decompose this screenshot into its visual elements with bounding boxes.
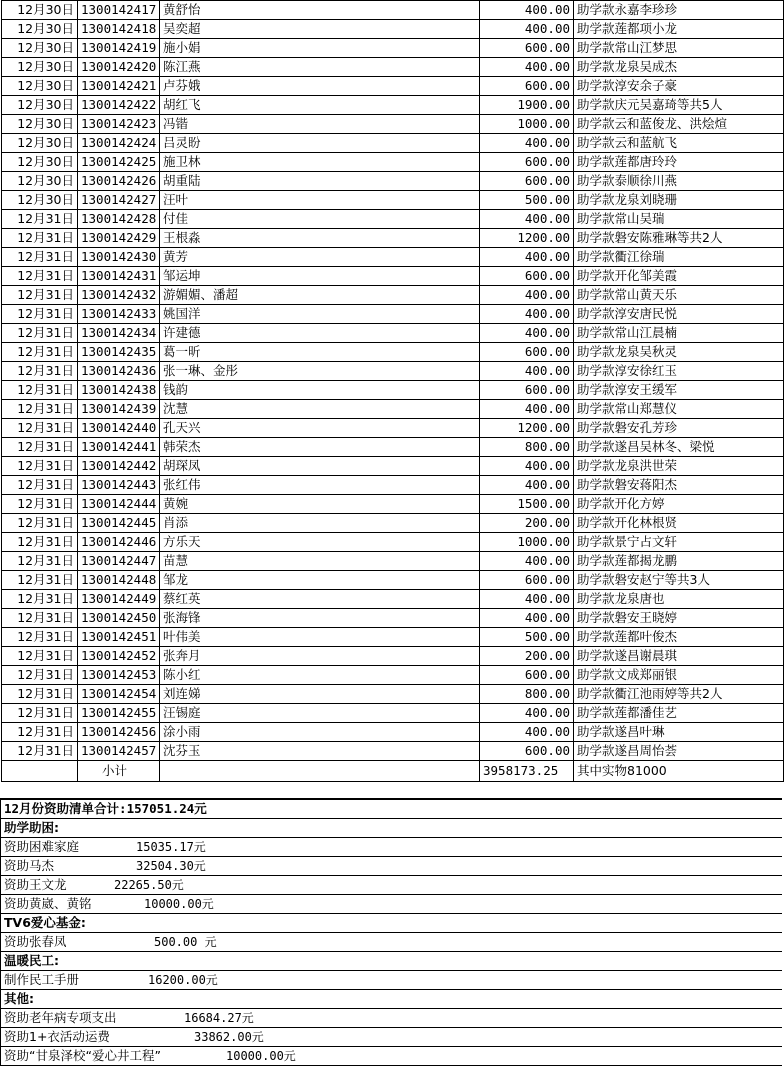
donor-name-cell: 张奔月 [160, 647, 480, 666]
receipt-number-cell: 1300142451 [78, 628, 160, 647]
section-heading: 其他: [0, 990, 782, 1009]
summary-item-label: 资助“甘泉泽校“爱心井工程” [4, 1048, 161, 1063]
receipt-number-cell: 1300142452 [78, 647, 160, 666]
note-cell: 助学款常山黄天乐 [574, 286, 784, 305]
summary-item-label: 资助张春凤 [4, 934, 67, 949]
table-row [2, 286, 784, 305]
amount-cell: 600.00 [480, 153, 574, 172]
receipt-number-cell: 1300142453 [78, 666, 160, 685]
receipt-number-cell: 1300142434 [78, 324, 160, 343]
date-cell: 12月31日 [2, 476, 78, 495]
note-cell: 助学款磐安王晓婷 [574, 609, 784, 628]
amount-cell: 800.00 [480, 438, 574, 457]
summary-item [0, 1028, 782, 1047]
note-cell: 助学款衢江徐瑞 [574, 248, 784, 267]
amount-cell: 600.00 [480, 571, 574, 590]
note-cell: 助学款开化邹美霞 [574, 267, 784, 286]
table-row [2, 419, 784, 438]
date-cell: 12月31日 [2, 647, 78, 666]
table-row [2, 723, 784, 742]
table-row [2, 229, 784, 248]
donor-name-cell: 邹龙 [160, 571, 480, 590]
date-cell: 12月31日 [2, 590, 78, 609]
receipt-number-cell: 1300142448 [78, 571, 160, 590]
donor-name-cell: 游媚媚、潘超 [160, 286, 480, 305]
date-cell: 12月31日 [2, 267, 78, 286]
receipt-number-cell: 1300142430 [78, 248, 160, 267]
date-cell: 12月31日 [2, 704, 78, 723]
note-cell: 助学款磐安陈雅琳等共2人 [574, 229, 784, 248]
summary-item [0, 857, 782, 876]
note-cell: 助学款龙泉刘晓珊 [574, 191, 784, 210]
donor-name-cell: 张红伟 [160, 476, 480, 495]
note-cell: 助学款莲都揭龙鹏 [574, 552, 784, 571]
summary-item [0, 1009, 782, 1028]
amount-cell: 600.00 [480, 381, 574, 400]
table-row [2, 1, 784, 20]
note-cell: 助学款遂昌周怡荟 [574, 742, 784, 761]
table-row [2, 514, 784, 533]
donor-name-cell: 张一琳、金彤 [160, 362, 480, 381]
table-row [2, 134, 784, 153]
receipt-number-cell: 1300142417 [78, 1, 160, 20]
note-cell: 助学款淳安余子豪 [574, 77, 784, 96]
note-cell: 助学款云和蓝航飞 [574, 134, 784, 153]
date-cell: 12月31日 [2, 400, 78, 419]
note-cell: 助学款文成郑丽银 [574, 666, 784, 685]
note-cell: 助学款磐安蒋阳杰 [574, 476, 784, 495]
amount-cell: 400.00 [480, 400, 574, 419]
date-cell: 12月31日 [2, 552, 78, 571]
summary-item-label: 制作民工手册 [4, 972, 80, 987]
date-cell: 12月30日 [2, 20, 78, 39]
summary-item [0, 1047, 782, 1066]
amount-cell: 400.00 [480, 210, 574, 229]
date-cell: 12月31日 [2, 343, 78, 362]
donor-name-cell: 叶伟美 [160, 628, 480, 647]
summary-item-label: 资助黄崴、黄铭 [4, 896, 92, 911]
donor-name-cell: 汪锡庭 [160, 704, 480, 723]
amount-cell: 200.00 [480, 647, 574, 666]
section-heading: 助学助困: [0, 819, 782, 838]
amount-cell: 400.00 [480, 609, 574, 628]
note-cell: 助学款龙泉吴成杰 [574, 58, 784, 77]
date-cell: 12月30日 [2, 1, 78, 20]
receipt-number-cell: 1300142422 [78, 96, 160, 115]
table-row [2, 172, 784, 191]
table-row [2, 590, 784, 609]
subtotal-note: 其中实物81000 [574, 761, 784, 782]
subtotal-amount: 3958173.25 [480, 761, 574, 782]
donor-name-cell: 冯锴 [160, 115, 480, 134]
receipt-number-cell: 1300142418 [78, 20, 160, 39]
amount-cell: 600.00 [480, 267, 574, 286]
date-cell: 12月31日 [2, 628, 78, 647]
note-cell: 助学款莲都唐玲玲 [574, 153, 784, 172]
date-cell: 12月30日 [2, 115, 78, 134]
note-cell: 助学款莲都潘佳艺 [574, 704, 784, 723]
note-cell: 助学款常山江梦思 [574, 39, 784, 58]
summary-item-value: 10000.00元 [226, 1049, 296, 1063]
amount-cell: 600.00 [480, 666, 574, 685]
date-cell: 12月31日 [2, 210, 78, 229]
amount-cell: 400.00 [480, 58, 574, 77]
amount-cell: 800.00 [480, 685, 574, 704]
summary-item [0, 933, 782, 952]
summary-sections [0, 819, 782, 1066]
table-row [2, 552, 784, 571]
table-row [2, 533, 784, 552]
note-cell: 助学款淳安徐红玉 [574, 362, 784, 381]
date-cell: 12月30日 [2, 172, 78, 191]
donor-name-cell: 姚国洋 [160, 305, 480, 324]
note-cell: 助学款莲都项小龙 [574, 20, 784, 39]
donor-name-cell: 胡琛凤 [160, 457, 480, 476]
amount-cell: 400.00 [480, 552, 574, 571]
receipt-number-cell: 1300142444 [78, 495, 160, 514]
donor-name-cell: 吕灵盼 [160, 134, 480, 153]
donor-name-cell: 施卫林 [160, 153, 480, 172]
date-cell: 12月31日 [2, 457, 78, 476]
receipt-number-cell: 1300142446 [78, 533, 160, 552]
date-cell: 12月31日 [2, 685, 78, 704]
donation-ledger-table [1, 0, 784, 782]
monthly-summary [0, 798, 782, 1066]
note-cell: 助学款莲都叶俊杰 [574, 628, 784, 647]
subtotal-empty-cell [2, 761, 78, 782]
date-cell: 12月30日 [2, 58, 78, 77]
donor-name-cell: 韩荣杰 [160, 438, 480, 457]
table-row [2, 495, 784, 514]
note-cell: 助学款遂昌吴林冬、梁悦 [574, 438, 784, 457]
donor-name-cell: 葛一昕 [160, 343, 480, 362]
amount-cell: 600.00 [480, 77, 574, 96]
table-row [2, 58, 784, 77]
summary-title: 12月份资助清单合计:157051.24元 [0, 800, 782, 819]
date-cell: 12月30日 [2, 39, 78, 58]
donor-name-cell: 方乐天 [160, 533, 480, 552]
table-row [2, 324, 784, 343]
donor-name-cell: 邹运坤 [160, 267, 480, 286]
receipt-number-cell: 1300142445 [78, 514, 160, 533]
table-row [2, 77, 784, 96]
amount-cell: 600.00 [480, 172, 574, 191]
amount-cell: 1900.00 [480, 96, 574, 115]
donor-name-cell: 孔天兴 [160, 419, 480, 438]
receipt-number-cell: 1300142435 [78, 343, 160, 362]
receipt-number-cell: 1300142424 [78, 134, 160, 153]
amount-cell: 400.00 [480, 362, 574, 381]
receipt-number-cell: 1300142432 [78, 286, 160, 305]
amount-cell: 400.00 [480, 324, 574, 343]
summary-item [0, 876, 782, 895]
note-cell: 助学款景宁占文轩 [574, 533, 784, 552]
amount-cell: 400.00 [480, 248, 574, 267]
summary-item-label: 资助老年病专项支出 [4, 1010, 117, 1025]
date-cell: 12月31日 [2, 286, 78, 305]
date-cell: 12月30日 [2, 191, 78, 210]
amount-cell: 1000.00 [480, 533, 574, 552]
note-cell: 助学款常山吴瑞 [574, 210, 784, 229]
table-row [2, 685, 784, 704]
receipt-number-cell: 1300142423 [78, 115, 160, 134]
date-cell: 12月30日 [2, 153, 78, 172]
receipt-number-cell: 1300142450 [78, 609, 160, 628]
note-cell: 助学款磐安孔芳珍 [574, 419, 784, 438]
donor-name-cell: 沈慧 [160, 400, 480, 419]
table-row [2, 362, 784, 381]
table-row [2, 628, 784, 647]
date-cell: 12月31日 [2, 438, 78, 457]
date-cell: 12月31日 [2, 324, 78, 343]
table-row [2, 210, 784, 229]
note-cell: 助学款庆元吴嘉琦等共5人 [574, 96, 784, 115]
donor-name-cell: 黄婉 [160, 495, 480, 514]
note-cell: 助学款龙泉吴秋灵 [574, 343, 784, 362]
date-cell: 12月31日 [2, 362, 78, 381]
donor-name-cell: 胡红飞 [160, 96, 480, 115]
receipt-number-cell: 1300142443 [78, 476, 160, 495]
table-row [2, 96, 784, 115]
donor-name-cell: 王根淼 [160, 229, 480, 248]
amount-cell: 600.00 [480, 39, 574, 58]
date-cell: 12月31日 [2, 533, 78, 552]
table-row [2, 609, 784, 628]
receipt-number-cell: 1300142439 [78, 400, 160, 419]
date-cell: 12月30日 [2, 134, 78, 153]
section-heading: 温暖民工: [0, 952, 782, 971]
table-row [2, 248, 784, 267]
receipt-number-cell: 1300142419 [78, 39, 160, 58]
summary-item-value: 15035.17元 [136, 840, 206, 854]
table-row [2, 343, 784, 362]
receipt-number-cell: 1300142438 [78, 381, 160, 400]
amount-cell: 600.00 [480, 343, 574, 362]
receipt-number-cell: 1300142420 [78, 58, 160, 77]
table-row [2, 476, 784, 495]
receipt-number-cell: 1300142431 [78, 267, 160, 286]
summary-item-label: 资助王文龙 [4, 877, 67, 892]
summary-item-value: 32504.30元 [136, 859, 206, 873]
amount-cell: 500.00 [480, 191, 574, 210]
amount-cell: 400.00 [480, 704, 574, 723]
date-cell: 12月31日 [2, 723, 78, 742]
table-row [2, 571, 784, 590]
subtotal-row [2, 761, 784, 782]
amount-cell: 1200.00 [480, 419, 574, 438]
receipt-number-cell: 1300142440 [78, 419, 160, 438]
note-cell: 助学款淳安唐民悦 [574, 305, 784, 324]
amount-cell: 400.00 [480, 457, 574, 476]
summary-item-value: 500.00 元 [154, 935, 217, 949]
donor-name-cell: 吴奕超 [160, 20, 480, 39]
donor-name-cell: 陈小红 [160, 666, 480, 685]
date-cell: 12月31日 [2, 248, 78, 267]
amount-cell: 1500.00 [480, 495, 574, 514]
summary-item [0, 838, 782, 857]
note-cell: 助学款遂昌谢晨琪 [574, 647, 784, 666]
receipt-number-cell: 1300142426 [78, 172, 160, 191]
donor-name-cell: 付佳 [160, 210, 480, 229]
table-row [2, 457, 784, 476]
amount-cell: 400.00 [480, 476, 574, 495]
summary-item-label: 资助困难家庭 [4, 839, 80, 854]
receipt-number-cell: 1300142436 [78, 362, 160, 381]
table-row [2, 20, 784, 39]
receipt-number-cell: 1300142447 [78, 552, 160, 571]
section-heading: TV6爱心基金: [0, 914, 782, 933]
summary-item-value: 16684.27元 [184, 1011, 254, 1025]
donor-name-cell: 张海锋 [160, 609, 480, 628]
donor-name-cell: 卢芬娥 [160, 77, 480, 96]
donor-name-cell: 陈江燕 [160, 58, 480, 77]
donor-name-cell: 胡重陆 [160, 172, 480, 191]
table-row [2, 438, 784, 457]
note-cell: 助学款常山郑慧仪 [574, 400, 784, 419]
table-row [2, 742, 784, 761]
note-cell: 助学款磐安赵宁等共3人 [574, 571, 784, 590]
table-row [2, 647, 784, 666]
ledger-body [2, 1, 784, 761]
donor-name-cell: 肖添 [160, 514, 480, 533]
receipt-number-cell: 1300142421 [78, 77, 160, 96]
note-cell: 助学款遂昌叶琳 [574, 723, 784, 742]
date-cell: 12月31日 [2, 571, 78, 590]
donor-name-cell: 许建德 [160, 324, 480, 343]
amount-cell: 600.00 [480, 742, 574, 761]
amount-cell: 1000.00 [480, 115, 574, 134]
subtotal-label: 小计 [78, 761, 160, 782]
amount-cell: 400.00 [480, 590, 574, 609]
table-row [2, 191, 784, 210]
donor-name-cell: 涂小雨 [160, 723, 480, 742]
date-cell: 12月31日 [2, 666, 78, 685]
receipt-number-cell: 1300142457 [78, 742, 160, 761]
donor-name-cell: 黄芳 [160, 248, 480, 267]
date-cell: 12月30日 [2, 77, 78, 96]
note-cell: 助学款龙泉唐也 [574, 590, 784, 609]
date-cell: 12月31日 [2, 305, 78, 324]
note-cell: 助学款云和蓝俊龙、洪烩煊 [574, 115, 784, 134]
date-cell: 12月31日 [2, 229, 78, 248]
table-row [2, 305, 784, 324]
amount-cell: 400.00 [480, 286, 574, 305]
receipt-number-cell: 1300142427 [78, 191, 160, 210]
receipt-number-cell: 1300142449 [78, 590, 160, 609]
table-row [2, 115, 784, 134]
summary-item-label: 资助马杰 [4, 858, 55, 873]
note-cell: 助学款常山江晨楠 [574, 324, 784, 343]
amount-cell: 1200.00 [480, 229, 574, 248]
donor-name-cell: 苗慧 [160, 552, 480, 571]
summary-item-value: 10000.00元 [144, 897, 214, 911]
donor-name-cell: 钱韵 [160, 381, 480, 400]
receipt-number-cell: 1300142442 [78, 457, 160, 476]
note-cell: 助学款淳安王缓军 [574, 381, 784, 400]
table-row [2, 666, 784, 685]
date-cell: 12月31日 [2, 381, 78, 400]
receipt-number-cell: 1300142428 [78, 210, 160, 229]
summary-item-value: 22265.50元 [114, 878, 184, 892]
donor-name-cell: 黄舒怡 [160, 1, 480, 20]
date-cell: 12月31日 [2, 495, 78, 514]
note-cell: 助学款泰顺徐川燕 [574, 172, 784, 191]
summary-item-value: 33862.00元 [194, 1030, 264, 1044]
receipt-number-cell: 1300142441 [78, 438, 160, 457]
receipt-number-cell: 1300142425 [78, 153, 160, 172]
table-row [2, 704, 784, 723]
note-cell: 助学款龙泉洪世荣 [574, 457, 784, 476]
donor-name-cell: 汪叶 [160, 191, 480, 210]
table-row [2, 39, 784, 58]
receipt-number-cell: 1300142455 [78, 704, 160, 723]
note-cell: 助学款开化林根贤 [574, 514, 784, 533]
table-row [2, 381, 784, 400]
receipt-number-cell: 1300142433 [78, 305, 160, 324]
donor-name-cell: 蔡红英 [160, 590, 480, 609]
note-cell: 助学款永嘉李珍珍 [574, 1, 784, 20]
amount-cell: 200.00 [480, 514, 574, 533]
table-row [2, 267, 784, 286]
receipt-number-cell: 1300142456 [78, 723, 160, 742]
date-cell: 12月31日 [2, 609, 78, 628]
note-cell: 助学款开化方婷 [574, 495, 784, 514]
amount-cell: 400.00 [480, 305, 574, 324]
summary-item-label: 资助1+衣活动运费 [4, 1029, 110, 1044]
date-cell: 12月31日 [2, 514, 78, 533]
table-row [2, 153, 784, 172]
summary-item [0, 895, 782, 914]
date-cell: 12月31日 [2, 419, 78, 438]
amount-cell: 400.00 [480, 20, 574, 39]
receipt-number-cell: 1300142454 [78, 685, 160, 704]
date-cell: 12月31日 [2, 742, 78, 761]
subtotal-empty-cell [160, 761, 480, 782]
summary-item [0, 971, 782, 990]
amount-cell: 500.00 [480, 628, 574, 647]
donor-name-cell: 施小娟 [160, 39, 480, 58]
donor-name-cell: 刘连娣 [160, 685, 480, 704]
summary-item-value: 16200.00元 [148, 973, 218, 987]
note-cell: 助学款衢江池雨婷等共2人 [574, 685, 784, 704]
receipt-number-cell: 1300142429 [78, 229, 160, 248]
amount-cell: 400.00 [480, 134, 574, 153]
table-row [2, 400, 784, 419]
date-cell: 12月30日 [2, 96, 78, 115]
amount-cell: 400.00 [480, 1, 574, 20]
donor-name-cell: 沈芬玉 [160, 742, 480, 761]
amount-cell: 400.00 [480, 723, 574, 742]
